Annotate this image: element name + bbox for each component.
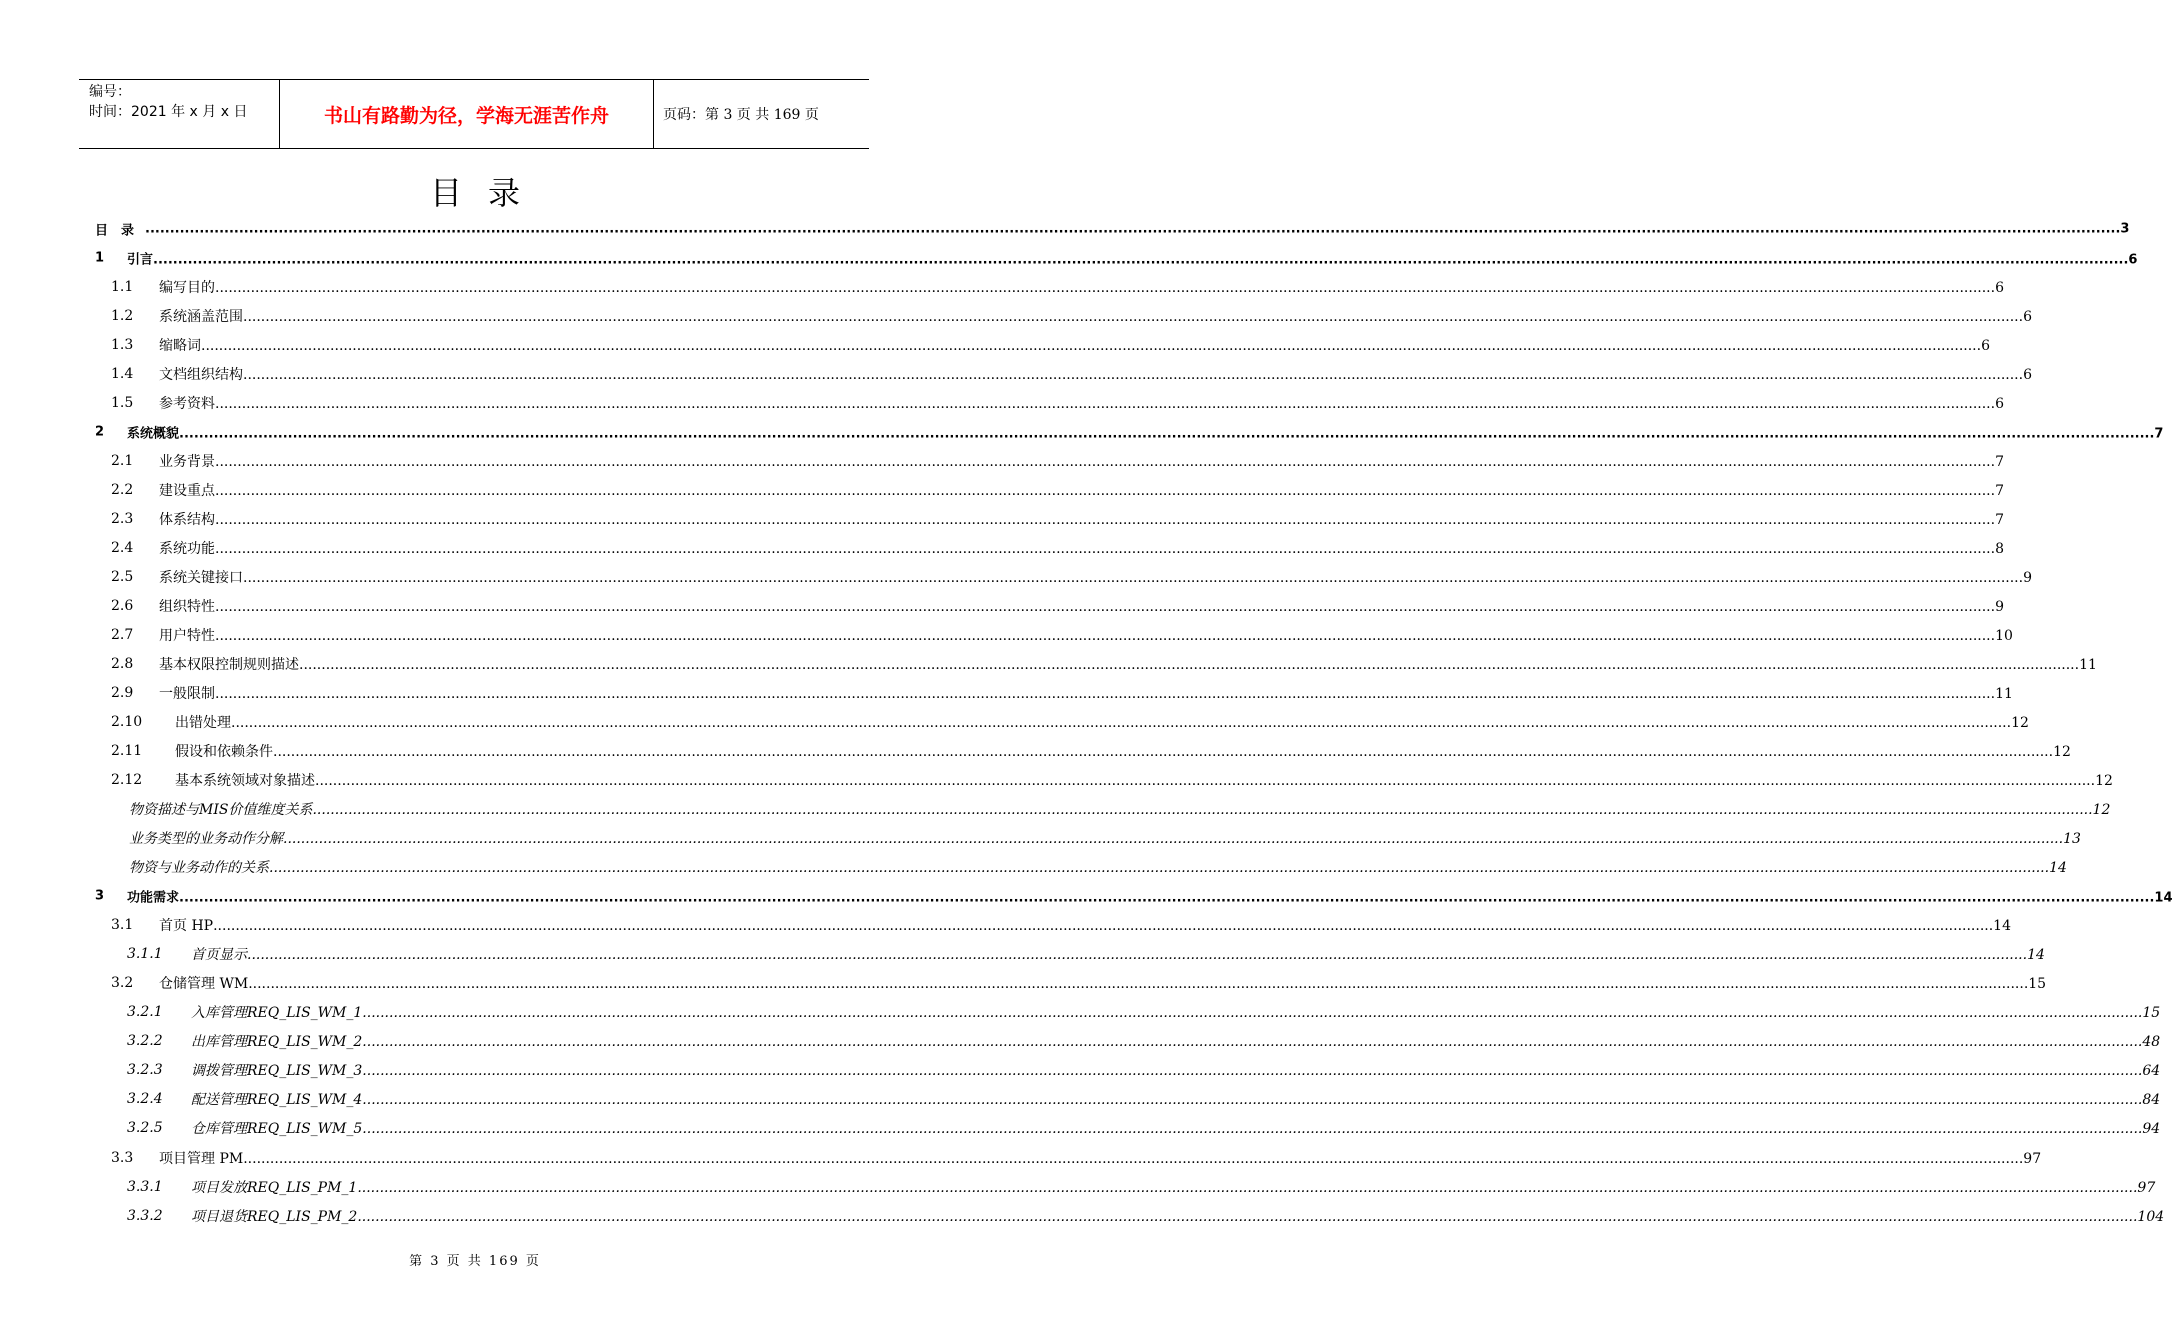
toc-entry[interactable] <box>95 998 2161 1027</box>
toc-entry-title: 仓库管理REQ_LIS_WM_5 <box>191 1121 363 1138</box>
toc-dot-leader: ................................................................................................................................................................................................................................................................................................................................................................................................................ <box>201 337 1982 354</box>
toc-entry-number: 1.1 <box>111 278 134 295</box>
toc-entry-page: 6 <box>1981 337 1990 354</box>
toc-entry[interactable] <box>95 272 2004 301</box>
toc-entry-page: 97 <box>2137 1179 2156 1196</box>
toc-entry-title: 项目管理 PM <box>159 1150 244 1167</box>
toc-entry-title: 业务背景 <box>159 453 215 470</box>
toc-entry-number: 2.2 <box>111 481 134 498</box>
toc-entry[interactable] <box>95 1172 2156 1201</box>
toc-entry-title: 物资描述与MIS价值维度关系 <box>129 802 313 819</box>
toc-entry-page: 7 <box>2154 426 2164 442</box>
toc-entry-title: 建设重点 <box>159 482 215 499</box>
toc-entry-number: 2.5 <box>111 568 134 585</box>
toc-entry-page: 84 <box>2142 1092 2161 1109</box>
page-title: 目录 <box>429 174 546 212</box>
toc-entry-page: 3 <box>2120 221 2130 237</box>
toc-entry-title: 仓储管理 WM <box>159 976 249 993</box>
toc-entry-title: 引言 <box>127 252 154 268</box>
toc-entry-page: 97 <box>2023 1150 2042 1167</box>
toc-entry-title: 系统概貌 <box>127 426 180 442</box>
toc-entry-number: 3.2.5 <box>127 1120 163 1137</box>
toc-dot-leader: ................................................................................................................................................................................................................................................................................................................................................................................................................ <box>215 482 1996 499</box>
toc-entry-title: 组织特性 <box>159 598 215 615</box>
toc-entry[interactable] <box>95 243 2138 272</box>
toc-entry-title: 用户特性 <box>159 627 215 644</box>
toc-dot-leader: ................................................................................................................................................................................................................................................................................................................................................................................................................ <box>213 918 1994 935</box>
toc-entry-page: 9 <box>1995 598 2004 615</box>
toc-entry-page: 14 <box>2049 860 2067 877</box>
toc-entry-number: 3.3.2 <box>127 1207 163 1224</box>
toc-entry[interactable] <box>95 562 2032 591</box>
toc-dot-leader: ................................................................................................................................................................................................................................................................................................................................................................................................................ <box>362 1092 2143 1109</box>
toc-entry-number: 1.3 <box>111 336 134 353</box>
toc-dot-leader: ................................................................................................................................................................................................................................................................................................................................................................................................................ <box>215 540 1996 557</box>
toc-entry-page: 7 <box>1995 511 2004 528</box>
toc-entry-page: 14 <box>1993 918 2011 935</box>
toc-entry[interactable] <box>95 708 2029 737</box>
toc-entry-number: 2 <box>95 424 105 440</box>
toc-entry-page: 104 <box>2137 1208 2165 1225</box>
toc-entry-number: 2.1 <box>111 452 134 469</box>
toc-dot-leader: ................................................................................................................................................................................................................................................................................................................................................................................................................ <box>179 890 2155 906</box>
toc-entry[interactable] <box>95 620 2013 649</box>
toc-dot-leader: ................................................................................................................................................................................................................................................................................................................................................................................................................ <box>247 947 2028 964</box>
toc-entry[interactable] <box>95 1143 2042 1172</box>
toc-entry-page: 14 <box>2154 890 2173 906</box>
toc-dot-leader: ................................................................................................................................................................................................................................................................................................................................................................................................................ <box>283 831 2064 848</box>
toc-entry-title: 配送管理REQ_LIS_WM_4 <box>191 1092 363 1109</box>
toc-entry-number: 2.10 <box>111 714 143 731</box>
toc-entry[interactable] <box>95 1114 2161 1143</box>
toc-entry-page: 11 <box>2079 656 2097 673</box>
toc-dot-leader: ................................................................................................................................................................................................................................................................................................................................................................................................................ <box>215 395 1996 412</box>
toc-entry-number: 2.8 <box>111 655 134 672</box>
toc-entry-page: 6 <box>2023 308 2032 325</box>
toc-entry-page: 94 <box>2142 1121 2161 1138</box>
toc-entry[interactable] <box>95 737 2071 766</box>
toc-entry-title: 首页显示 <box>191 947 247 964</box>
toc-dot-leader: ................................................................................................................................................................................................................................................................................................................................................................................................................ <box>215 279 1996 296</box>
toc-entry-number: 3 <box>95 888 105 904</box>
toc-entry[interactable] <box>95 446 2004 475</box>
toc-entry-page: 14 <box>2027 947 2045 964</box>
toc-entry[interactable] <box>95 1027 2161 1056</box>
toc-entry-title: 基本系统领域对象描述 <box>175 773 315 790</box>
toc-entry-number: 3.1.1 <box>127 946 163 963</box>
toc-dot-leader: ................................................................................................................................................................................................................................................................................................................................................................................................................ <box>243 308 2024 325</box>
document-time-label: 时间：2021 年 x 月 x 日 <box>89 104 248 120</box>
toc-entry[interactable] <box>95 591 2004 620</box>
toc-entry-title: 假设和依赖条件 <box>175 744 273 761</box>
toc-dot-leader: ................................................................................................................................................................................................................................................................................................................................................................................................................ <box>269 860 2050 877</box>
toc-entry-title: 调拨管理REQ_LIS_WM_3 <box>191 1063 363 1080</box>
toc-dot-leader: ................................................................................................................................................................................................................................................................................................................................................................................................................ <box>215 511 1996 528</box>
page-footer: 第 3 页 共 169 页 <box>409 1254 541 1269</box>
toc-dot-leader: ................................................................................................................................................................................................................................................................................................................................................................................................................ <box>215 598 1996 615</box>
toc-dot-leader: ................................................................................................................................................................................................................................................................................................................................................................................................................ <box>243 366 2024 383</box>
toc-dot-leader: ................................................................................................................................................................................................................................................................................................................................................................................................................ <box>357 1208 2138 1225</box>
toc-entry[interactable] <box>95 1085 2161 1114</box>
toc-entry-number: 3.2.3 <box>127 1062 163 1079</box>
toc-entry-page: 12 <box>2053 744 2071 761</box>
toc-entry-number: 2.3 <box>111 510 134 527</box>
toc-dot-leader: ................................................................................................................................................................................................................................................................................................................................................................................................................ <box>362 1121 2143 1138</box>
toc-entry-title: 系统涵盖范围 <box>159 308 243 325</box>
toc-entry-page: 8 <box>1995 540 2004 557</box>
toc-entry[interactable] <box>95 795 2111 824</box>
toc-entry[interactable] <box>95 533 2004 562</box>
toc-dot-leader: ................................................................................................................................................................................................................................................................................................................................................................................................................ <box>273 744 2054 761</box>
toc-entry[interactable] <box>95 301 2032 330</box>
header-motto: 书山有路勤为径，学海无涯苦作舟 <box>280 80 654 148</box>
toc-dot-leader: ................................................................................................................................................................................................................................................................................................................................................................................................................ <box>362 1034 2143 1051</box>
toc-entry[interactable] <box>95 359 2032 388</box>
toc-entry-number: 3.3 <box>111 1149 134 1166</box>
toc-entry-title: 系统关键接口 <box>159 569 243 586</box>
toc-entry-title: 体系结构 <box>159 511 215 528</box>
toc-entry-title: 编写目的 <box>159 279 215 296</box>
toc-entry-page: 12 <box>2095 773 2113 790</box>
toc-entry-page: 15 <box>2142 1005 2161 1022</box>
toc-entry-number: 3.2 <box>111 975 134 992</box>
toc-entry-page: 6 <box>2128 252 2138 268</box>
toc-dot-leader: ................................................................................................................................................................................................................................................................................................................................................................................................................ <box>153 252 2129 268</box>
toc-dot-leader: ................................................................................................................................................................................................................................................................................................................................................................................................................ <box>362 1005 2143 1022</box>
toc-entry-page: 7 <box>1995 482 2004 499</box>
toc-dot-leader: ................................................................................................................................................................................................................................................................................................................................................................................................................ <box>243 1150 2024 1167</box>
toc-entry-title: 业务类型的业务动作分解 <box>129 831 283 848</box>
toc-entry-page: 9 <box>2023 569 2032 586</box>
toc-entry[interactable] <box>95 330 1990 359</box>
toc-dot-leader: ................................................................................................................................................................................................................................................................................................................................................................................................................ <box>312 802 2093 819</box>
toc-entry-number: 2.4 <box>111 539 134 556</box>
toc-entry[interactable] <box>95 417 2164 446</box>
toc-entry-title: 一般限制 <box>159 686 215 703</box>
toc-entry[interactable] <box>95 649 2097 678</box>
toc-entry-page: 12 <box>2011 715 2029 732</box>
toc-entry-page: 48 <box>2142 1034 2161 1051</box>
toc-entry-number: 2.9 <box>111 685 134 702</box>
toc-entry[interactable] <box>95 940 2045 969</box>
toc-entry-number: 目 录 <box>95 223 135 239</box>
toc-entry-title: 项目发放REQ_LIS_PM_1 <box>191 1179 358 1196</box>
toc-entry[interactable] <box>95 824 2081 853</box>
toc-entry[interactable] <box>95 969 2047 998</box>
toc-entry-number: 2.12 <box>111 772 143 789</box>
toc-entry-number: 1.2 <box>111 307 134 324</box>
toc-entry-page: 12 <box>2092 802 2111 819</box>
toc-entry-number: 1.4 <box>111 365 134 382</box>
header-meta <box>79 80 280 148</box>
toc-entry-number: 1.5 <box>111 394 134 411</box>
header-page-code: 页码：第 3 页 共 169 页 <box>663 107 819 123</box>
toc-dot-leader: ................................................................................................................................................................................................................................................................................................................................................................................................................ <box>215 686 1996 703</box>
toc-entry-number: 3.2.1 <box>127 1004 163 1021</box>
toc-entry-page: 13 <box>2063 831 2081 848</box>
toc-entry-page: 7 <box>1995 453 2004 470</box>
toc-dot-leader: ................................................................................................................................................................................................................................................................................................................................................................................................................ <box>231 715 2012 732</box>
toc-entry-number: 3.2.2 <box>127 1033 163 1050</box>
toc-entry[interactable] <box>95 214 2130 243</box>
toc-entry[interactable] <box>95 679 2013 708</box>
toc-entry-title: 出库管理REQ_LIS_WM_2 <box>191 1034 363 1051</box>
toc-entry-number: 3.2.4 <box>127 1091 163 1108</box>
toc-dot-leader: ................................................................................................................................................................................................................................................................................................................................................................................................................ <box>357 1179 2138 1196</box>
toc-entry-page: 6 <box>1995 395 2004 412</box>
toc-entry-title: 首页 HP <box>159 918 214 935</box>
toc-entry-number: 3.3.1 <box>127 1178 163 1195</box>
toc-dot-leader: ................................................................................................................................................................................................................................................................................................................................................................................................................ <box>248 976 2029 993</box>
toc-entry-page: 11 <box>1995 686 2013 703</box>
toc-entry-title: 物资与业务动作的关系 <box>129 860 269 877</box>
toc-entry[interactable] <box>95 388 2004 417</box>
toc-entry-title: 项目退货REQ_LIS_PM_2 <box>191 1208 358 1225</box>
toc-entry-number: 2.7 <box>111 626 134 643</box>
toc-entry-page: 64 <box>2142 1063 2161 1080</box>
toc-dot-leader: ................................................................................................................................................................................................................................................................................................................................................................................................................ <box>215 627 1996 644</box>
toc-entry-number: 2.6 <box>111 597 134 614</box>
document-number-label: 编号： <box>89 84 131 100</box>
toc-dot-leader: ................................................................................................................................................................................................................................................................................................................................................................................................................ <box>362 1063 2143 1080</box>
toc-entry-title: 缩略词 <box>159 337 201 354</box>
toc-entry-page: 10 <box>1995 627 2013 644</box>
toc-entry-title: 入库管理REQ_LIS_WM_1 <box>191 1005 363 1022</box>
toc-entry[interactable] <box>95 1056 2161 1085</box>
toc-entry-title: 参考资料 <box>159 395 215 412</box>
toc-entry-title: 文档组织结构 <box>159 366 243 383</box>
toc-entry[interactable] <box>95 882 2173 911</box>
toc-entry-title: 基本权限控制规则描述 <box>159 656 299 673</box>
toc-dot-leader: ................................................................................................................................................................................................................................................................................................................................................................................................................ <box>315 773 2096 790</box>
toc-entry-number: 2.11 <box>111 743 143 760</box>
table-of-contents <box>95 214 2173 1230</box>
toc-entry-title: 功能需求 <box>127 890 180 906</box>
toc-entry[interactable] <box>95 504 2004 533</box>
toc-entry[interactable] <box>95 475 2004 504</box>
toc-entry-title: 出错处理 <box>175 715 231 732</box>
toc-entry-page: 15 <box>2028 976 2047 993</box>
toc-entry-number: 1 <box>95 250 105 266</box>
toc-entry[interactable] <box>95 1201 2165 1230</box>
toc-entry[interactable] <box>95 766 2113 795</box>
page-header <box>79 79 869 149</box>
toc-entry-number: 3.1 <box>111 917 134 934</box>
toc-entry-page: 6 <box>1995 279 2004 296</box>
toc-entry[interactable] <box>95 911 2011 940</box>
toc-dot-leader: ................................................................................................................................................................................................................................................................................................................................................................................................................ <box>215 453 1996 470</box>
toc-dot-leader: ................................................................................................................................................................................................................................................................................................................................................................................................................ <box>179 426 2155 442</box>
toc-dot-leader: ................................................................................................................................................................................................................................................................................................................................................................................................................ <box>243 569 2024 586</box>
toc-entry-page: 6 <box>2023 366 2032 383</box>
toc-dot-leader: ................................................................................................................................................................................................................................................................................................................................................................................................................ <box>299 656 2080 673</box>
toc-dot-leader: ................................................................................................................................................................................................................................................................................................................................................................................................................ <box>145 221 2121 237</box>
toc-entry-title: 系统功能 <box>159 540 215 557</box>
toc-entry[interactable] <box>95 853 2067 882</box>
